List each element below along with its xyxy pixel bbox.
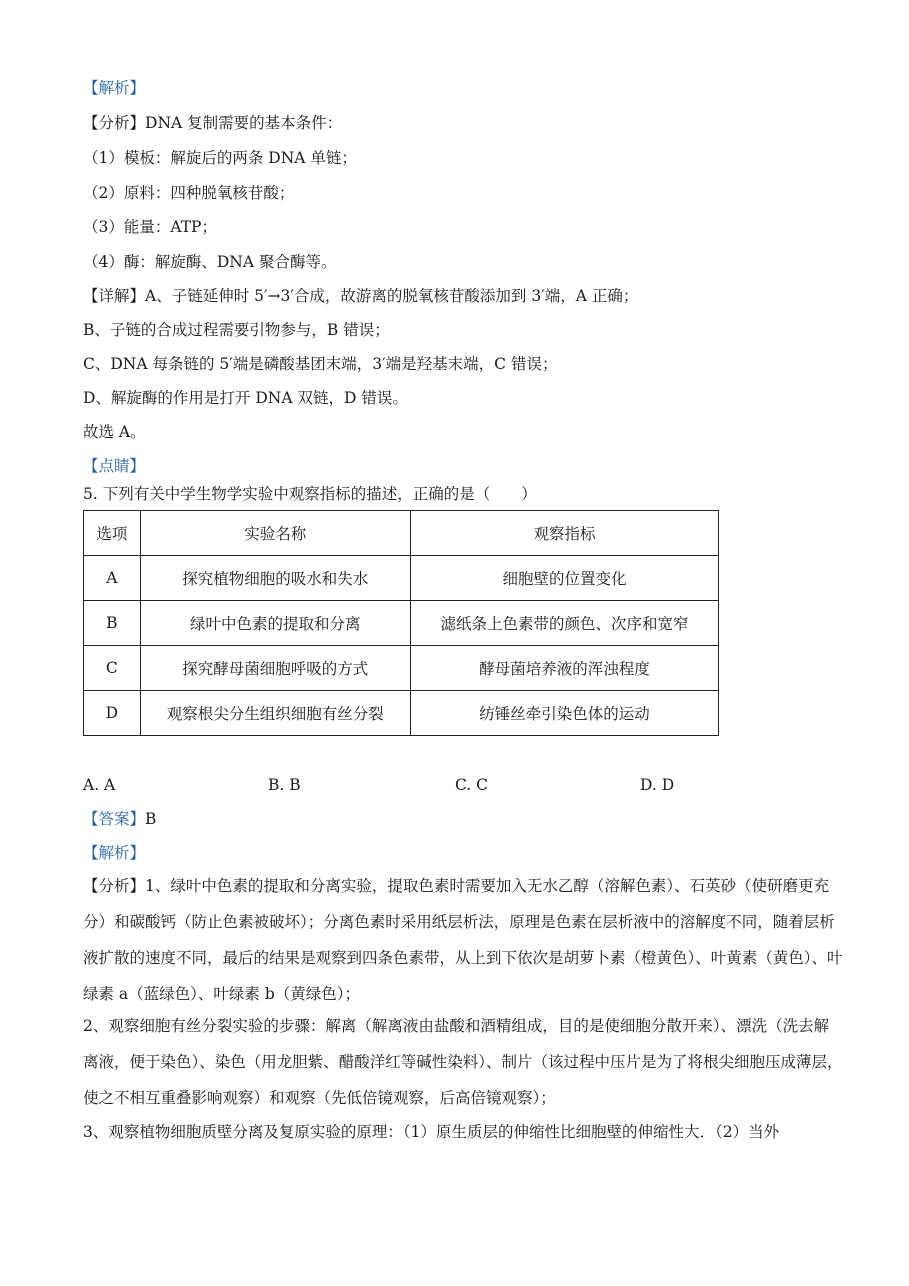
table-cell: 绿叶中色素的提取和分离 bbox=[140, 601, 410, 646]
fenxi-text: DNA 复制需要的基本条件： bbox=[145, 114, 343, 132]
answer-tag: 【答案】 bbox=[83, 810, 146, 828]
table-row bbox=[84, 646, 719, 691]
analysis-text-1: 1、绿叶中色素的提取和分离实验，提取色素时需要加入无水乙醇（溶解色素）、石英砂（使研磨更充分）和碳酸钙（防止色素被破坏）；分离色素时采用纸层析法，原理是色素在层析液中的溶解度不同，随着层析液扩散的速度不同，最后的结果是观察到四条色素带，从上到下依次是胡萝卜素（橙黄色）、叶黄素（黄色）、叶绿素 a（蓝绿色）、叶绿素 b（黄绿色）； bbox=[83, 877, 843, 1003]
option-b: B. B bbox=[268, 776, 301, 794]
detail-b: B、子链的合成过程需要引物参与，B 错误； bbox=[83, 321, 390, 339]
table-header-cell: 实验名称 bbox=[140, 511, 410, 556]
condition-4: （4）酶：解旋酶、DNA 聚合酶等。 bbox=[83, 253, 337, 271]
xiangjie-text: A、子链延伸时 5′→3′合成，故游离的脱氧核苷酸添加到 3′端，A 正确； bbox=[145, 287, 639, 305]
condition-2: （2）原料：四种脱氧核苷酸； bbox=[83, 184, 295, 202]
table-cell: A bbox=[84, 556, 141, 601]
fenxi-tag: 【分析】 bbox=[83, 114, 146, 132]
table-cell: 探究植物细胞的吸水和失水 bbox=[140, 556, 410, 601]
jiexi-heading-2: 【解析】 bbox=[83, 844, 146, 862]
condition-1: （1）模板：解旋后的两条 DNA 单链； bbox=[83, 149, 357, 167]
observation-table bbox=[83, 510, 719, 736]
table-cell: D bbox=[84, 691, 141, 736]
table-cell: B bbox=[84, 601, 141, 646]
table-cell: 纺锤丝牵引染色体的运动 bbox=[410, 691, 718, 736]
option-c: C. C bbox=[455, 776, 489, 794]
fenxi-tag-2: 【分析】 bbox=[83, 877, 146, 895]
conclusion: 故选 A。 bbox=[83, 423, 146, 441]
analysis-paragraph-1 bbox=[83, 868, 843, 1012]
table-header-row bbox=[84, 511, 719, 556]
answer-value: B bbox=[145, 810, 157, 828]
table-cell: 酵母菌培养液的浑浊程度 bbox=[410, 646, 718, 691]
option-d: D. D bbox=[640, 776, 675, 794]
table-row bbox=[84, 556, 719, 601]
analysis-paragraph-2: 2、观察细胞有丝分裂实验的步骤：解离（解离液由盐酸和酒精组成，目的是使细胞分散开来）、漂洗（洗去解离液，便于染色）、染色（用龙胆紫、醋酸洋红等碱性染料）、制片（该过程中压片是为了将根尖细胞压成薄层，使之不相互重叠影响观察）和观察（先低倍镜观察，后高倍镜观察）； bbox=[83, 1017, 843, 1107]
detail-d: D、解旋酶的作用是打开 DNA 双链，D 错误。 bbox=[83, 389, 408, 407]
condition-3: （3）能量：ATP； bbox=[83, 218, 217, 236]
xiangjie-line bbox=[83, 286, 638, 306]
table-header-cell: 观察指标 bbox=[410, 511, 718, 556]
table-cell: C bbox=[84, 646, 141, 691]
table-cell: 探究酵母菌细胞呼吸的方式 bbox=[140, 646, 410, 691]
table-row bbox=[84, 691, 719, 736]
fenxi-line bbox=[83, 113, 342, 133]
table-row bbox=[84, 601, 719, 646]
analysis-paragraph-3: 3、观察植物细胞质壁分离及复原实验的原理：（1）原生质层的伸缩性比细胞壁的伸缩性大．（2）当外 bbox=[83, 1123, 780, 1141]
answer-line bbox=[83, 809, 156, 829]
option-a: A. A bbox=[83, 776, 116, 794]
xiangjie-tag: 【详解】 bbox=[83, 287, 146, 305]
table-cell: 细胞壁的位置变化 bbox=[410, 556, 718, 601]
table-header-cell: 选项 bbox=[84, 511, 141, 556]
dianjing-heading: 【点睛】 bbox=[83, 457, 146, 475]
table-cell: 滤纸条上色素带的颜色、次序和宽窄 bbox=[410, 601, 718, 646]
detail-c: C、DNA 每条链的 5′端是磷酸基团末端，3′端是羟基末端，C 错误； bbox=[83, 355, 558, 373]
table-cell: 观察根尖分生组织细胞有丝分裂 bbox=[140, 691, 410, 736]
question-stem: 5. 下列有关中学生物学实验中观察指标的描述，正确的是（ ） bbox=[83, 485, 537, 503]
jiexi-heading: 【解析】 bbox=[83, 79, 146, 97]
